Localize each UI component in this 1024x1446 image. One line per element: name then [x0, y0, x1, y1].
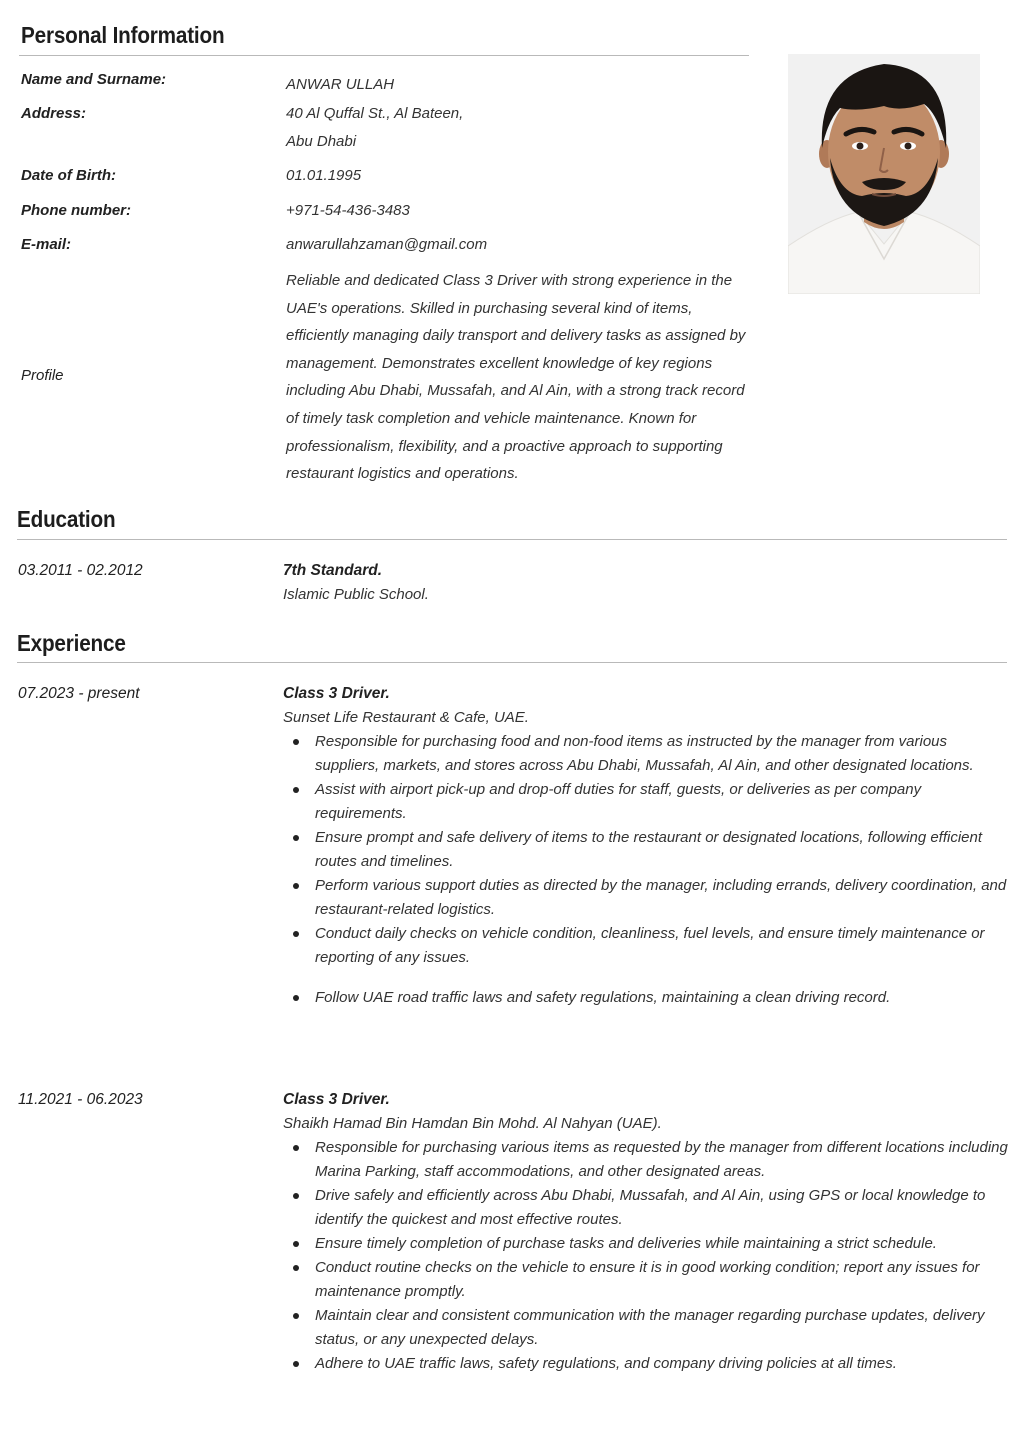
dob-value: 01.01.1995 [286, 167, 362, 184]
duty-item: Conduct routine checks on the vehicle to ensure it is in good working condition; report any issues for maintenance promptly. [315, 1256, 1011, 1304]
phone-value: +971-54-436-3483 [286, 202, 410, 219]
experience-entry [283, 1088, 1011, 1376]
employer: Shaikh Hamad Bin Hamdan Bin Mohd. Al Nahyan (UAE). [283, 1115, 662, 1132]
name-label: Name and Surname: [21, 71, 167, 88]
education-entry [283, 559, 1011, 607]
phone-label: Phone number: [21, 202, 132, 219]
profile-summary: Reliable and dedicated Class 3 Driver with strong experience in the UAE's operations. Skilled in purchasing several kind of items, efficiently managing daily transport and delivery tasks as assigned by management. Demonstrates excellent knowledge of key regions including Abu Dhabi, Mussafah, and Al Ain, with a strong track record of timely task completion and vehicle maintenance. Known for professionalism, flexibility, and a proactive approach to supporting restaurant logistics and operations. [286, 272, 746, 483]
name-value: ANWAR ULLAH [286, 76, 395, 93]
address-line-1: 40 Al Quffal St., Al Bateen, [286, 105, 464, 122]
section-divider [17, 662, 1007, 663]
education-title: 7th Standard. [283, 562, 383, 579]
email-label: E-mail: [21, 236, 72, 253]
personal-information-heading: Personal Information [21, 22, 225, 48]
dob-label: Date of Birth: [21, 167, 116, 184]
section-divider [17, 539, 1007, 540]
duty-item: Ensure prompt and safe delivery of items to the restaurant or designated locations, following efficient routes and timelines. [315, 826, 1011, 874]
duty-list [283, 730, 1011, 1010]
profile-label: Profile [21, 367, 64, 384]
job-title: Class 3 Driver. [283, 685, 390, 702]
portrait-illustration [788, 54, 980, 294]
education-institution: Islamic Public School. [283, 586, 429, 603]
profile-photo [788, 54, 980, 294]
experience-heading: Experience [17, 630, 126, 656]
email-value[interactable]: anwarullahzaman@gmail.com [286, 236, 488, 253]
job-title: Class 3 Driver. [283, 1091, 390, 1108]
education-dates: 03.2011 - 02.2012 [18, 562, 143, 579]
education-heading: Education [17, 506, 116, 532]
duty-list [283, 1136, 1011, 1376]
duty-item: Responsible for purchasing food and non-food items as instructed by the manager from various suppliers, markets, and stores across Abu Dhabi, Mussafah, Al Ain, and other designated locations. [315, 730, 1011, 778]
duty-item: Responsible for purchasing various items as requested by the manager from different locations including Marina Parking, staff accommodations, and other designated areas. [315, 1136, 1011, 1184]
duty-item: Perform various support duties as directed by the manager, including errands, delivery coordination, and restaurant-related logistics. [315, 874, 1011, 922]
duty-item: Assist with airport pick-up and drop-off duties for staff, guests, or deliveries as per company requirements. [315, 778, 1011, 826]
experience-dates: 11.2021 - 06.2023 [18, 1091, 143, 1108]
duty-item: Conduct daily checks on vehicle condition, cleanliness, fuel levels, and ensure timely maintenance or reporting of any issues. [315, 922, 1011, 970]
duty-item: Maintain clear and consistent communication with the manager regarding purchase updates, delivery status, or any unexpected delays. [315, 1304, 1011, 1352]
address-line-2: Abu Dhabi [286, 133, 357, 150]
duty-item: Adhere to UAE traffic laws, safety regulations, and company driving policies at all times. [315, 1352, 1011, 1376]
duty-item: Follow UAE road traffic laws and safety regulations, maintaining a clean driving record. [315, 986, 1011, 1010]
section-divider [19, 55, 749, 56]
address-label: Address: [21, 105, 87, 122]
employer: Sunset Life Restaurant & Cafe, UAE. [283, 709, 529, 726]
experience-entry [283, 682, 1011, 1010]
experience-dates: 07.2023 - present [18, 685, 140, 702]
duty-item: Drive safely and efficiently across Abu Dhabi, Mussafah, and Al Ain, using GPS or local knowledge to identify the quickest and most effective routes. [315, 1184, 1011, 1232]
duty-item: Ensure timely completion of purchase tasks and deliveries while maintaining a strict schedule. [315, 1232, 1011, 1256]
